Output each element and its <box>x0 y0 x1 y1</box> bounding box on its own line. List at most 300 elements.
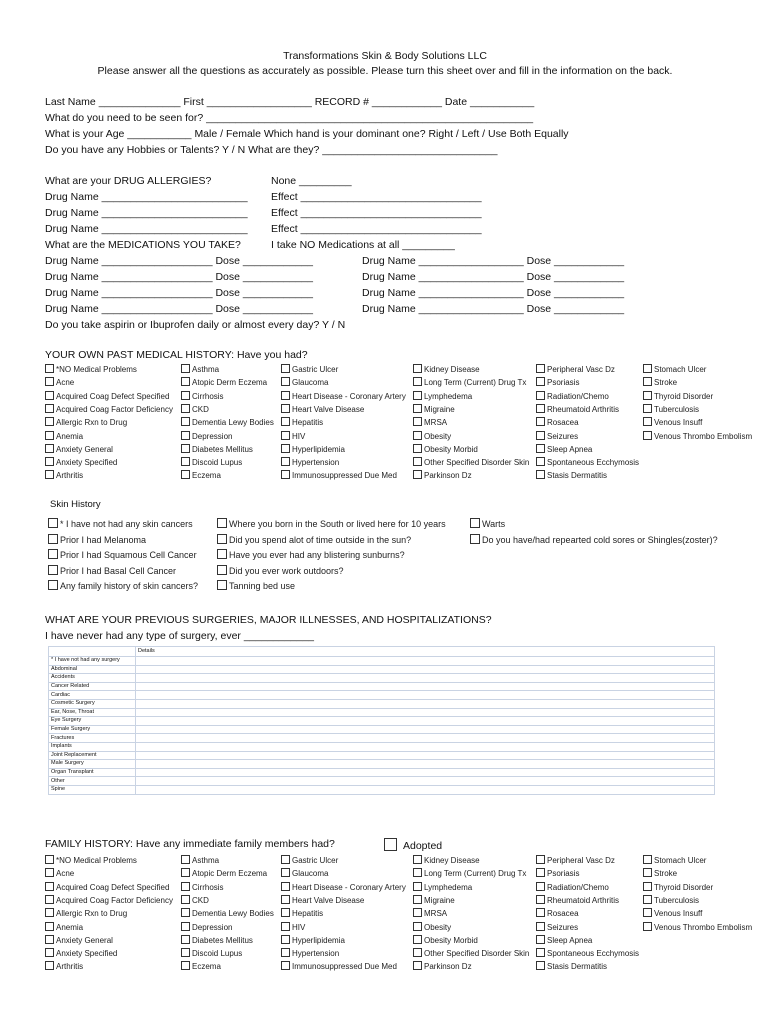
checkbox-square[interactable] <box>45 377 54 386</box>
skin-history-checkbox-do-you-have-had-repearted-cold-sores-or-shingles-zoster[interactable] <box>470 534 718 546</box>
surgery-row <box>49 760 715 769</box>
checkbox-square[interactable] <box>413 961 422 970</box>
checkbox-square[interactable] <box>470 518 480 528</box>
checkbox-square[interactable] <box>281 908 290 917</box>
instructions: Please answer all the questions as accurately as possible. Please turn this sheet over and fill in the information on the back. <box>97 65 673 77</box>
past-history-checkbox-seizures[interactable] <box>536 431 578 443</box>
past-history-checkbox-tuberculosis[interactable] <box>643 404 699 416</box>
checkbox-square[interactable] <box>536 948 545 957</box>
past-history-checkbox-sleep-apnea[interactable] <box>536 444 592 456</box>
surgery-row-label: Organ Transplant <box>49 768 136 777</box>
surgery-details-cell[interactable] <box>136 657 715 666</box>
medication-left-3[interactable]: Drug Name ___________________ Dose ____________ <box>45 287 313 299</box>
allergy-effect-1[interactable]: Effect _______________________________ <box>271 191 482 203</box>
checkbox-square[interactable] <box>45 895 54 904</box>
family-history-checkbox-label: Parkinson Dz <box>424 962 472 972</box>
family-history-checkbox-glaucoma[interactable] <box>281 868 328 880</box>
medication-left-1[interactable]: Drug Name ___________________ Dose ____________ <box>45 255 313 267</box>
checkbox-square[interactable] <box>643 404 652 413</box>
checkbox-square[interactable] <box>45 948 54 957</box>
medication-right-4[interactable]: Drug Name __________________ Dose ____________ <box>362 303 625 315</box>
checkbox-square[interactable] <box>181 404 190 413</box>
family-history-checkbox-label: Other Specified Disorder Skin <box>424 949 530 959</box>
checkbox-square[interactable] <box>536 908 545 917</box>
checkbox-square[interactable] <box>217 518 227 528</box>
checkbox-square[interactable] <box>48 549 58 559</box>
checkbox-square[interactable] <box>181 377 190 386</box>
never-had-surgery-field[interactable]: I have never had any type of surgery, ever ____________ <box>45 630 314 642</box>
past-history-checkbox-allergic-rxn-to-drug[interactable] <box>45 417 127 429</box>
surgery-details-cell[interactable] <box>136 674 715 683</box>
checkbox-square[interactable] <box>536 961 545 970</box>
checkbox-square[interactable] <box>413 855 422 864</box>
checkbox-square[interactable] <box>413 470 422 479</box>
checkbox-square[interactable] <box>536 882 545 891</box>
family-history-checkbox-spontaneous-ecchymosis[interactable] <box>536 948 639 960</box>
past-history-checkbox-stasis-dermatitis[interactable] <box>536 470 607 482</box>
checkbox-square[interactable] <box>45 855 54 864</box>
past-history-checkbox-stomach-ulcer[interactable] <box>643 364 706 376</box>
past-history-checkbox-label: Gastric Ulcer <box>292 365 339 374</box>
family-history-checkbox-asthma[interactable] <box>181 855 219 867</box>
checkbox-square[interactable] <box>413 882 422 891</box>
checkbox-square[interactable] <box>643 417 652 426</box>
family-history-checkbox-venous-insuff[interactable] <box>643 908 702 920</box>
checkbox-square[interactable] <box>45 961 54 970</box>
checkbox-square[interactable] <box>281 457 290 466</box>
checkbox-square[interactable] <box>281 444 290 453</box>
surgery-details-cell[interactable] <box>136 717 715 726</box>
checkbox-square[interactable] <box>45 882 54 891</box>
past-history-checkbox-heart-valve-disease[interactable] <box>281 404 364 416</box>
skin-history-checkbox-prior-i-had-melanoma[interactable] <box>48 534 146 546</box>
checkbox-square[interactable] <box>45 457 54 466</box>
checkbox-square[interactable] <box>45 444 54 453</box>
age-sex-hand-line[interactable]: What is your Age ___________ Male / Female Which hand is your dominant one? Right / Left / Use Both Equally <box>45 128 569 140</box>
checkbox-square[interactable] <box>281 868 290 877</box>
checkbox-square[interactable] <box>281 417 290 426</box>
checkbox-square[interactable] <box>281 391 290 400</box>
family-history-checkbox-hypertension[interactable] <box>281 948 339 960</box>
allergy-effect-2[interactable]: Effect _______________________________ <box>271 207 482 219</box>
past-history-checkbox-label: Other Specified Disorder Skin <box>424 458 530 468</box>
checkbox-square[interactable] <box>181 855 190 864</box>
past-history-checkbox-discoid-lupus[interactable] <box>181 457 242 469</box>
checkbox-square[interactable] <box>281 364 290 373</box>
checkbox-square[interactable] <box>181 470 190 479</box>
family-history-checkbox-cirrhosis[interactable] <box>181 882 224 894</box>
checkbox-square[interactable] <box>536 364 545 373</box>
checkbox-square[interactable] <box>181 895 190 904</box>
skin-history-checkbox-have-you-ever-had-any-blistering-sunburns[interactable] <box>217 549 405 561</box>
family-history-checkbox-mrsa[interactable] <box>413 908 447 920</box>
checkbox-square[interactable] <box>643 431 652 440</box>
checkbox-square[interactable] <box>413 922 422 931</box>
checkbox-square[interactable] <box>643 922 652 931</box>
family-history-checkbox-anxiety-general[interactable] <box>45 935 113 947</box>
family-history-checkbox-lymphedema[interactable] <box>413 882 472 894</box>
skin-history-checkbox-i-have-not-had-any-skin-cancers[interactable] <box>48 518 193 530</box>
past-history-checkbox-obesity[interactable] <box>413 431 451 443</box>
family-history-checkbox-depression[interactable] <box>181 922 232 934</box>
surgery-details-cell[interactable] <box>136 725 715 734</box>
allergy-drug-name-3[interactable]: Drug Name _________________________ <box>45 223 248 235</box>
checkbox-square[interactable] <box>181 948 190 957</box>
checkbox-square[interactable] <box>413 908 422 917</box>
checkbox-square[interactable] <box>181 417 190 426</box>
checkbox-square[interactable] <box>281 935 290 944</box>
checkbox-square[interactable] <box>45 417 54 426</box>
checkbox-square[interactable] <box>536 922 545 931</box>
medication-right-1[interactable]: Drug Name __________________ Dose ____________ <box>362 255 625 267</box>
family-history-checkbox-hyperlipidemia[interactable] <box>281 935 345 947</box>
past-history-checkbox-rheumatoid-arthritis[interactable] <box>536 404 619 416</box>
family-history-checkbox-acne[interactable] <box>45 868 74 880</box>
family-history-checkbox-anxiety-specified[interactable] <box>45 948 117 960</box>
family-history-checkbox-stasis-dermatitis[interactable] <box>536 961 607 973</box>
past-history-checkbox-depression[interactable] <box>181 431 232 443</box>
family-history-checkbox-obesity-morbid[interactable] <box>413 935 478 947</box>
family-history-checkbox-arthritis[interactable] <box>45 961 83 973</box>
past-history-checkbox-acquired-coag-factor-deficiency[interactable] <box>45 404 173 416</box>
past-history-checkbox-thyroid-disorder[interactable] <box>643 391 713 403</box>
checkbox-square[interactable] <box>536 457 545 466</box>
checkbox-square[interactable] <box>643 882 652 891</box>
no-medications-field[interactable]: I take NO Medications at all _________ <box>271 239 455 251</box>
checkbox-square[interactable] <box>45 935 54 944</box>
surgery-details-cell[interactable] <box>136 734 715 743</box>
adopted-box[interactable] <box>384 838 397 851</box>
checkbox-square[interactable] <box>45 431 54 440</box>
surgery-details-cell[interactable] <box>136 665 715 674</box>
checkbox-square[interactable] <box>536 868 545 877</box>
past-history-checkbox-dementia-lewy-bodies[interactable] <box>181 417 274 429</box>
past-history-checkbox-rosacea[interactable] <box>536 417 579 429</box>
past-history-checkbox-long-term-current-drug-tx[interactable] <box>413 377 526 389</box>
checkbox-square[interactable] <box>181 391 190 400</box>
checkbox-square[interactable] <box>413 444 422 453</box>
family-history-checkbox-radiation-chemo[interactable] <box>536 882 609 894</box>
skin-history-checkbox-any-family-history-of-skin-cancers[interactable] <box>48 580 198 592</box>
past-history-checkbox-anxiety-specified[interactable] <box>45 457 117 469</box>
family-history-checkbox-rosacea[interactable] <box>536 908 579 920</box>
checkbox-square[interactable] <box>470 534 480 544</box>
past-history-checkbox-obesity-morbid[interactable] <box>413 444 478 456</box>
checkbox-square[interactable] <box>45 470 54 479</box>
checkbox-square[interactable] <box>413 948 422 957</box>
checkbox-square[interactable] <box>643 377 652 386</box>
surgery-row <box>49 742 715 751</box>
past-history-checkbox-label: Eczema <box>192 471 221 481</box>
checkbox-square[interactable] <box>181 364 190 373</box>
checkbox-square[interactable] <box>536 855 545 864</box>
family-history-checkbox-parkinson-dz[interactable] <box>413 961 472 973</box>
checkbox-square[interactable] <box>643 855 652 864</box>
family-history-checkbox-atopic-derm-eczema[interactable] <box>181 868 267 880</box>
past-history-checkbox-spontaneous-ecchymosis[interactable] <box>536 457 639 469</box>
checkbox-square[interactable] <box>413 364 422 373</box>
checkbox-square[interactable] <box>413 391 422 400</box>
checkbox-square[interactable] <box>536 470 545 479</box>
family-history-checkbox-rheumatoid-arthritis[interactable] <box>536 895 619 907</box>
past-history-checkbox-acquired-coag-defect-specified[interactable] <box>45 391 169 403</box>
surgery-details-cell[interactable] <box>136 777 715 786</box>
family-history-checkbox-thyroid-disorder[interactable] <box>643 882 713 894</box>
checkbox-square[interactable] <box>413 417 422 426</box>
hobbies-line[interactable]: Do you have any Hobbies or Talents? Y / N What are they? ______________________________ <box>45 144 498 156</box>
surgery-details-cell[interactable] <box>136 760 715 769</box>
family-history-checkbox-allergic-rxn-to-drug[interactable] <box>45 908 127 920</box>
surgery-details-cell[interactable] <box>136 699 715 708</box>
family-history-checkbox-tuberculosis[interactable] <box>643 895 699 907</box>
family-history-checkbox-hiv[interactable] <box>281 922 305 934</box>
past-history-checkbox-label: Depression <box>192 431 233 441</box>
past-history-checkbox-parkinson-dz[interactable] <box>413 470 472 482</box>
checkbox-square[interactable] <box>181 922 190 931</box>
checkbox-square[interactable] <box>45 391 54 400</box>
checkbox-square[interactable] <box>281 431 290 440</box>
past-history-checkbox-immunosuppressed-due-med[interactable] <box>281 470 397 482</box>
family-history-checkbox-label: Seizures <box>547 922 579 932</box>
checkbox-square[interactable] <box>281 855 290 864</box>
checkbox-square[interactable] <box>643 908 652 917</box>
surgery-details-cell[interactable] <box>136 682 715 691</box>
checkbox-square[interactable] <box>536 377 545 386</box>
family-history-checkbox-acquired-coag-defect-specified[interactable] <box>45 882 169 894</box>
skin-history-checkbox-label: Warts <box>482 519 506 529</box>
past-history-checkbox-hyperlipidemia[interactable] <box>281 444 345 456</box>
checkbox-square[interactable] <box>281 948 290 957</box>
checkbox-square[interactable] <box>281 377 290 386</box>
checkbox-square[interactable] <box>181 908 190 917</box>
family-history-checkbox-immunosuppressed-due-med[interactable] <box>281 961 397 973</box>
past-history-checkbox-glaucoma[interactable] <box>281 377 328 389</box>
checkbox-square[interactable] <box>48 518 58 528</box>
checkbox-square[interactable] <box>536 391 545 400</box>
checkbox-square[interactable] <box>281 961 290 970</box>
skin-history-checkbox-warts[interactable] <box>470 518 505 530</box>
checkbox-square[interactable] <box>45 922 54 931</box>
family-history-checkbox-obesity[interactable] <box>413 922 451 934</box>
checkbox-square[interactable] <box>217 565 227 575</box>
family-history-checkbox-label: Stomach Ulcer <box>654 856 707 865</box>
checkbox-square[interactable] <box>413 895 422 904</box>
family-history-checkbox-sleep-apnea[interactable] <box>536 935 592 947</box>
checkbox-square[interactable] <box>413 868 422 877</box>
aspirin-question[interactable]: Do you take aspirin or Ibuprofen daily or almost every day? Y / N <box>45 319 346 331</box>
past-history-checkbox-asthma[interactable] <box>181 364 219 376</box>
surgery-row-label: Joint Replacement <box>49 751 136 760</box>
family-history-checkbox-other-specified-disorder-skin[interactable] <box>413 948 529 960</box>
past-history-checkbox-label: Rosacea <box>547 418 579 428</box>
family-history-checkbox-kidney-disease[interactable] <box>413 855 480 867</box>
family-history-checkbox-stomach-ulcer[interactable] <box>643 855 706 867</box>
checkbox-square[interactable] <box>643 895 652 904</box>
medication-right-3[interactable]: Drug Name __________________ Dose ____________ <box>362 287 625 299</box>
checkbox-square[interactable] <box>536 444 545 453</box>
checkbox-square[interactable] <box>181 868 190 877</box>
checkbox-square[interactable] <box>281 922 290 931</box>
checkbox-square[interactable] <box>181 882 190 891</box>
allergy-drug-name-1[interactable]: Drug Name _________________________ <box>45 191 248 203</box>
allergy-drug-name-2[interactable]: Drug Name _________________________ <box>45 207 248 219</box>
checkbox-square[interactable] <box>643 391 652 400</box>
checkbox-square[interactable] <box>536 404 545 413</box>
past-history-checkbox-venous-thrombo-embolism[interactable] <box>643 431 752 443</box>
past-history-checkbox-eczema[interactable] <box>181 470 221 482</box>
past-history-checkbox-hiv[interactable] <box>281 431 305 443</box>
skin-history-checkbox-tanning-bed-use[interactable] <box>217 580 295 592</box>
family-history-checkbox-label: Psoriasis <box>547 869 580 879</box>
family-history-checkbox-label: Anemia <box>56 922 84 932</box>
family-history-checkbox-label: Atopic Derm Eczema <box>192 869 268 879</box>
family-history-checkbox-label: Thyroid Disorder <box>654 882 714 892</box>
checkbox-square[interactable] <box>643 868 652 877</box>
allergies-none-field[interactable]: None _________ <box>271 175 352 187</box>
past-history-checkbox-hepatitis[interactable] <box>281 417 323 429</box>
past-history-checkbox-no-medical-problems[interactable] <box>45 364 137 376</box>
past-history-checkbox-anxiety-general[interactable] <box>45 444 113 456</box>
family-history-checkbox-peripheral-vasc-dz[interactable] <box>536 855 615 867</box>
checkbox-square[interactable] <box>413 935 422 944</box>
surgery-details-cell[interactable] <box>136 708 715 717</box>
skin-history-checkbox-label: Prior I had Basal Cell Cancer <box>60 565 177 576</box>
past-history-checkbox-ckd[interactable] <box>181 404 209 416</box>
checkbox-square[interactable] <box>643 364 652 373</box>
name-record-date-line[interactable]: Last Name ______________ First __________________ RECORD # ____________ Date ___________ <box>45 96 535 108</box>
surgery-details-cell[interactable] <box>136 742 715 751</box>
family-history-checkbox-ckd[interactable] <box>181 895 209 907</box>
past-history-checkbox-other-specified-disorder-skin[interactable] <box>413 457 529 469</box>
surgery-details-cell[interactable] <box>136 691 715 700</box>
skin-history-checkbox-did-you-spend-alot-of-time-outside-in-the-sun[interactable] <box>217 534 411 546</box>
checkbox-square[interactable] <box>413 457 422 466</box>
surgery-row-label: Cancer Related <box>49 682 136 691</box>
surgery-details-cell[interactable] <box>136 768 715 777</box>
family-history-checkbox-label: Acquired Coag Factor Deficiency <box>56 895 173 905</box>
family-history-checkbox-label: Hypertension <box>292 949 340 959</box>
past-history-checkbox-migraine[interactable] <box>413 404 455 416</box>
family-history-checkbox-long-term-current-drug-tx[interactable] <box>413 868 526 880</box>
family-history-checkbox-label: Heart Valve Disease <box>292 895 365 905</box>
family-history-checkbox-heart-disease-coronary-artery[interactable] <box>281 882 406 894</box>
family-history-checkbox-venous-thrombo-embolism[interactable] <box>643 922 752 934</box>
past-history-checkbox-psoriasis[interactable] <box>536 377 579 389</box>
family-history-checkbox-anemia[interactable] <box>45 922 83 934</box>
checkbox-square[interactable] <box>48 534 58 544</box>
skin-history-checkbox-prior-i-had-squamous-cell-cancer[interactable] <box>48 549 197 561</box>
family-history-checkbox-heart-valve-disease[interactable] <box>281 895 364 907</box>
medication-left-2[interactable]: Drug Name ___________________ Dose ____________ <box>45 271 313 283</box>
family-history-checkbox-acquired-coag-factor-deficiency[interactable] <box>45 895 173 907</box>
checkbox-square[interactable] <box>413 431 422 440</box>
skin-history-checkbox-prior-i-had-basal-cell-cancer[interactable] <box>48 565 176 577</box>
allergy-effect-3[interactable]: Effect _______________________________ <box>271 223 482 235</box>
family-history-checkbox-label: Acquired Coag Defect Specified <box>56 882 170 892</box>
family-history-checkbox-discoid-lupus[interactable] <box>181 948 242 960</box>
checkbox-square[interactable] <box>45 908 54 917</box>
checkbox-square[interactable] <box>281 882 290 891</box>
family-history-checkbox-no-medical-problems[interactable] <box>45 855 137 867</box>
past-history-checkbox-atopic-derm-eczema[interactable] <box>181 377 267 389</box>
past-history-checkbox-cirrhosis[interactable] <box>181 391 224 403</box>
checkbox-square[interactable] <box>48 580 58 590</box>
past-history-checkbox-venous-insuff[interactable] <box>643 417 702 429</box>
checkbox-square[interactable] <box>181 935 190 944</box>
skin-history-checkbox-did-you-ever-work-outdoors[interactable] <box>217 565 344 577</box>
checkbox-square[interactable] <box>45 364 54 373</box>
checkbox-square[interactable] <box>217 580 227 590</box>
checkbox-square[interactable] <box>217 534 227 544</box>
checkbox-square[interactable] <box>536 935 545 944</box>
checkbox-square[interactable] <box>281 470 290 479</box>
checkbox-square[interactable] <box>536 431 545 440</box>
past-history-checkbox-mrsa[interactable] <box>413 417 447 429</box>
checkbox-square[interactable] <box>45 404 54 413</box>
checkbox-square[interactable] <box>181 444 190 453</box>
checkbox-square[interactable] <box>181 961 190 970</box>
past-history-checkbox-lymphedema[interactable] <box>413 391 472 403</box>
past-history-checkbox-heart-disease-coronary-artery[interactable] <box>281 391 406 403</box>
family-history-checkbox-label: Lymphedema <box>424 882 473 892</box>
past-history-checkbox-label: Migraine <box>424 404 455 414</box>
medication-left-4[interactable]: Drug Name ___________________ Dose ____________ <box>45 303 313 315</box>
checkbox-square[interactable] <box>217 549 227 559</box>
past-history-checkbox-gastric-ulcer[interactable] <box>281 364 338 376</box>
family-history-checkbox-label: HIV <box>292 922 306 932</box>
past-history-checkbox-radiation-chemo[interactable] <box>536 391 609 403</box>
surgery-details-cell[interactable] <box>136 785 715 794</box>
checkbox-square[interactable] <box>181 457 190 466</box>
medication-right-2[interactable]: Drug Name __________________ Dose ____________ <box>362 271 625 283</box>
checkbox-square[interactable] <box>413 404 422 413</box>
past-history-checkbox-acne[interactable] <box>45 377 74 389</box>
past-history-checkbox-stroke[interactable] <box>643 377 677 389</box>
family-history-checkbox-dementia-lewy-bodies[interactable] <box>181 908 274 920</box>
past-history-checkbox-diabetes-mellitus[interactable] <box>181 444 253 456</box>
reason-for-visit-line[interactable]: What do you need to be seen for? ________________________________________________________ <box>45 112 534 124</box>
past-history-checkbox-hypertension[interactable] <box>281 457 339 469</box>
family-history-checkbox-label: Depression <box>192 922 233 932</box>
family-history-checkbox-seizures[interactable] <box>536 922 578 934</box>
family-history-checkbox-migraine[interactable] <box>413 895 455 907</box>
family-history-checkbox-gastric-ulcer[interactable] <box>281 855 338 867</box>
surgery-row <box>49 751 715 760</box>
past-history-checkbox-arthritis[interactable] <box>45 470 83 482</box>
surgery-row <box>49 785 715 794</box>
checkbox-square[interactable] <box>536 417 545 426</box>
past-history-checkbox-kidney-disease[interactable] <box>413 364 480 376</box>
checkbox-square[interactable] <box>413 377 422 386</box>
checkbox-square[interactable] <box>281 895 290 904</box>
family-history-checkbox-eczema[interactable] <box>181 961 221 973</box>
family-history-checkbox-hepatitis[interactable] <box>281 908 323 920</box>
family-history-checkbox-label: Peripheral Vasc Dz <box>547 856 615 865</box>
checkbox-square[interactable] <box>48 565 58 575</box>
checkbox-square[interactable] <box>45 868 54 877</box>
past-history-checkbox-anemia[interactable] <box>45 431 83 443</box>
family-history-checkbox-diabetes-mellitus[interactable] <box>181 935 253 947</box>
skin-history-checkbox-where-you-born-in-the-south-or-lived-here-for-10-years[interactable] <box>217 518 446 530</box>
checkbox-square[interactable] <box>536 895 545 904</box>
adopted-checkbox[interactable] <box>384 838 442 852</box>
surgery-details-cell[interactable] <box>136 751 715 760</box>
family-history-checkbox-psoriasis[interactable] <box>536 868 579 880</box>
family-history-checkbox-stroke[interactable] <box>643 868 677 880</box>
checkbox-square[interactable] <box>281 404 290 413</box>
checkbox-square[interactable] <box>181 431 190 440</box>
past-history-checkbox-peripheral-vasc-dz[interactable] <box>536 364 615 376</box>
